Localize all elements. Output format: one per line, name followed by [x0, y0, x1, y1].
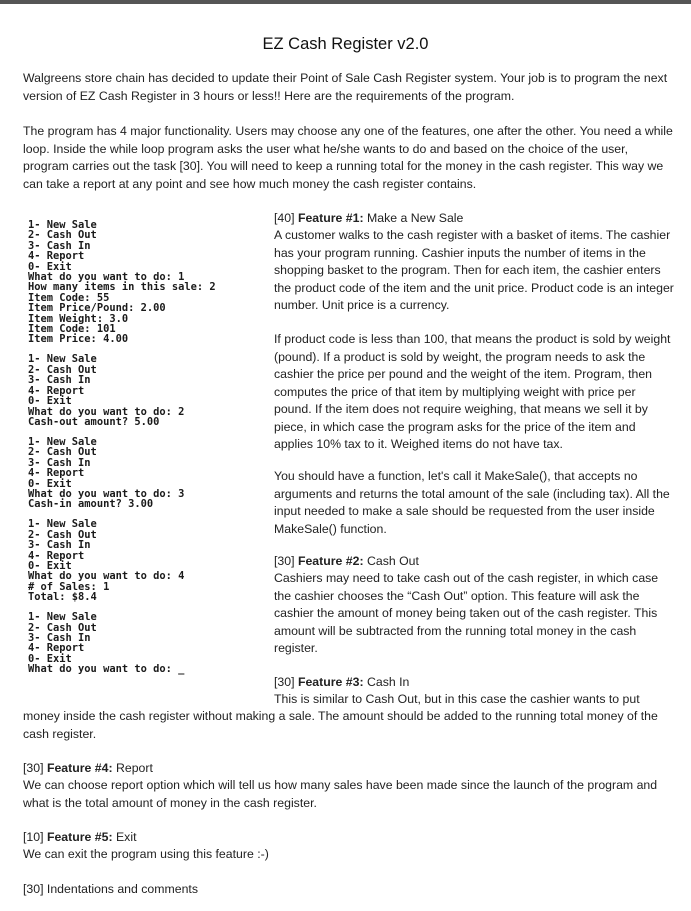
console-line: 3- Cash In [28, 456, 91, 469]
console-line: 4- Report [28, 250, 85, 263]
console-line: 2- Cash Out [28, 363, 97, 376]
feature-5-points: [10] [23, 830, 44, 844]
console-line: What do you want to do: 2 [28, 405, 185, 418]
console-line: Item Price: 4.00 [28, 333, 129, 346]
console-line: 4- Report [28, 549, 85, 562]
feature-1-heading [274, 210, 676, 228]
feature-5-heading [23, 829, 673, 847]
feature-4-label: Feature #4: [46, 761, 113, 775]
feature-1-paragraph-1: A customer walks to the cash register with a basket of items. The cashier has your program running. Cashier inputs the number of items in the shopping basket to the program. Then for each item, the cashier enters the product code of the item and the unit price. Product code is an integer number. Unit price is a currency. [274, 228, 674, 312]
feature-1-paragraph-3: You should have a function, let's call it MakeSale(), that accepts no arguments and returns the total amount of the sale (including tax). All the input needed to make a sale should be requested from the user inside MakeSale() function. [274, 469, 670, 536]
console-line: 3- Cash In [28, 632, 91, 644]
feature-3-points: [30] [274, 675, 295, 689]
console-line: 0- Exit [28, 395, 72, 408]
console-line: 4- Report [28, 467, 85, 480]
console-block-4 [28, 519, 260, 602]
console-line: 3- Cash In [28, 539, 91, 552]
console-block-2 [28, 354, 260, 427]
overview-paragraph: The program has 4 major functionality. Users may choose any one of the features, one after the other. You need a while loop. Inside the while loop program asks the user what he/she wants to do and based on the choice of the user, program carries out the task [30]. You will need to keep a running total for the money in the cash register. This way we can take a report at any point and see how much money the cash register contains. [23, 124, 673, 191]
console-line: 2- Cash Out [28, 229, 97, 242]
feature-3-label: Feature #3: [297, 675, 364, 689]
console-line: What do you want to do: 1 [28, 271, 185, 284]
feature-5-paragraph: We can exit the program using this feature :-) [23, 847, 269, 861]
feature-2-title: Cash Out [366, 554, 419, 568]
console-line: 1- New Sale [28, 353, 97, 366]
console-line: 4- Report [28, 642, 85, 655]
feature-1-paragraph-2: If product code is less than 100, that means the product is sold by weight (pound). If a product is sold by weight, the program needs to ask the cashier the price per pound and the weight of the item. Program, then computes the price of that item by multiplying weight with price per pound. If the item does not require weighing, that means we sell it by piece, in which case the program asks for the price of the item and applies 10% tax to it. Weighed items do not have tax. [274, 332, 671, 451]
console-line: What do you want to do: 3 [28, 487, 185, 500]
feature-4-points: [30] [23, 761, 44, 775]
feature-4-heading [23, 760, 673, 778]
console-line: Cash-in amount? 3.00 [28, 498, 154, 511]
console-block-5 [28, 612, 260, 674]
console-line: Item Weight: 3.0 [28, 312, 129, 325]
console-line: 0- Exit [28, 477, 72, 490]
indentation-comments-line: [30] Indentations and comments [23, 882, 198, 896]
console-line: 3- Cash In [28, 239, 91, 252]
console-line: 3- Cash In [28, 374, 91, 387]
console-line: 1- New Sale [28, 518, 97, 531]
feature-3-line-1: This is similar to Cash Out, but in this case the cashier wants to put [274, 692, 640, 706]
console-line: 0- Exit [28, 260, 72, 273]
feature-1-title: Make a New Sale [366, 211, 464, 225]
feature-2-heading [274, 553, 676, 571]
console-line: 1- New Sale [28, 219, 97, 231]
feature-5-label: Feature #5: [46, 830, 113, 844]
feature-4-title: Report [115, 761, 153, 775]
page-title: EZ Cash Register v2.0 [262, 35, 429, 53]
console-line: 2- Cash Out [28, 528, 97, 541]
console-line: Total: $8.4 [28, 591, 97, 604]
console-line: Item Code: 55 [28, 291, 110, 304]
console-line: How many items in this sale: 2 [28, 281, 216, 294]
console-line: 0- Exit [28, 559, 72, 572]
feature-3-heading [274, 674, 676, 692]
console-block-3 [28, 437, 260, 510]
console-block-1 [28, 220, 260, 345]
feature-2-points: [30] [274, 554, 295, 568]
console-line: 4- Report [28, 384, 85, 397]
top-border [0, 0, 691, 4]
feature-2-label: Feature #2: [297, 554, 364, 568]
console-screenshot [28, 220, 260, 684]
intro-paragraph: Walgreens store chain has decided to update their Point of Sale Cash Register system. Your job is to program the next version of EZ Cash Register in 3 hours or less!! Here are the requirements of the program. [23, 71, 668, 103]
console-line: Cash-out amount? 5.00 [28, 415, 160, 428]
feature-3-paragraph: money inside the cash register without making a sale. The amount should be added to the running total money of the cash register. [23, 709, 658, 741]
console-line: 1- New Sale [28, 611, 97, 624]
feature-4-paragraph: We can choose report option which will tell us how many sales have been made since the launch of the program and what is the total amount of money in the cash register. [23, 778, 658, 810]
console-line: 2- Cash Out [28, 621, 97, 634]
console-line: What do you want to do: 4 [28, 570, 185, 583]
console-line: 0- Exit [28, 652, 72, 665]
feature-3-title: Cash In [366, 675, 410, 689]
feature-1-points: [40] [274, 211, 295, 225]
console-line: Item Price/Pound: 2.00 [28, 302, 166, 315]
feature-2-paragraph: Cashiers may need to take cash out of the cash register, in which case the cashier chooses the “Cash Out” option. This feature will ask the cashier the amount of money being taken out of the cash register. This amount will be subtracted from the running total money in the cash register. [274, 571, 659, 655]
console-line: What do you want to do: _ [28, 663, 185, 676]
console-line: Item Code: 101 [28, 323, 116, 336]
feature-5-title: Exit [115, 830, 137, 844]
console-line: 2- Cash Out [28, 446, 97, 459]
console-line: # of Sales: 1 [28, 580, 110, 593]
feature-1-label: Feature #1: [297, 211, 364, 225]
console-line: 1- New Sale [28, 435, 97, 448]
